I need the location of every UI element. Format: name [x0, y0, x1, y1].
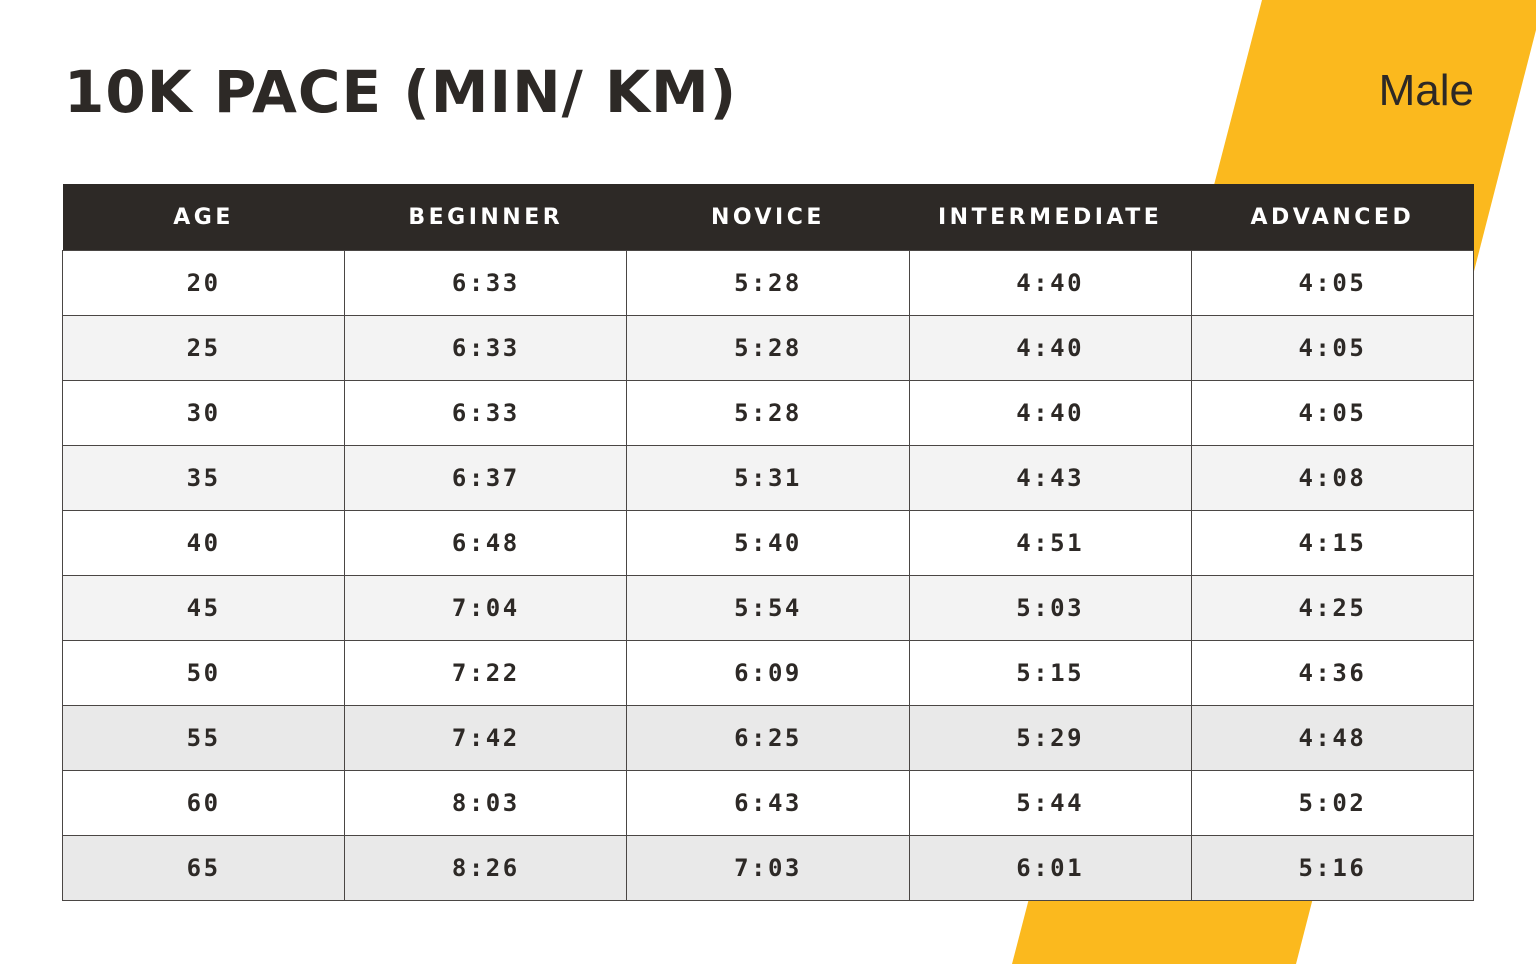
novice-cell: 5:31	[627, 446, 909, 511]
beginner-cell: 7:22	[345, 641, 627, 706]
beginner-cell: 7:42	[345, 706, 627, 771]
age-cell: 20	[63, 251, 345, 316]
column-header-advanced: ADVANCED	[1191, 184, 1473, 251]
novice-cell: 5:28	[627, 251, 909, 316]
intermediate-cell: 6:01	[909, 836, 1191, 901]
table-row	[63, 706, 1474, 771]
novice-cell: 7:03	[627, 836, 909, 901]
table-row	[63, 771, 1474, 836]
beginner-cell: 6:33	[345, 381, 627, 446]
table-row	[63, 576, 1474, 641]
age-cell: 40	[63, 511, 345, 576]
beginner-cell: 6:48	[345, 511, 627, 576]
pace-table	[62, 184, 1474, 901]
age-cell: 65	[63, 836, 345, 901]
intermediate-cell: 4:40	[909, 316, 1191, 381]
age-cell: 45	[63, 576, 345, 641]
table-row	[63, 381, 1474, 446]
table-row	[63, 446, 1474, 511]
age-cell: 25	[63, 316, 345, 381]
novice-cell: 5:28	[627, 381, 909, 446]
beginner-cell: 8:26	[345, 836, 627, 901]
advanced-cell: 4:25	[1191, 576, 1473, 641]
beginner-cell: 6:33	[345, 316, 627, 381]
column-header-age: AGE	[63, 184, 345, 251]
column-header-beginner: BEGINNER	[345, 184, 627, 251]
advanced-cell: 5:16	[1191, 836, 1473, 901]
table-row	[63, 641, 1474, 706]
page-title: 10K PACE (MIN/ KM)	[64, 58, 738, 126]
intermediate-cell: 4:40	[909, 381, 1191, 446]
novice-cell: 5:28	[627, 316, 909, 381]
advanced-cell: 4:48	[1191, 706, 1473, 771]
table-body	[63, 251, 1474, 901]
column-header-novice: NOVICE	[627, 184, 909, 251]
header-row	[63, 184, 1474, 251]
table-row	[63, 316, 1474, 381]
advanced-cell: 4:08	[1191, 446, 1473, 511]
advanced-cell: 4:05	[1191, 251, 1473, 316]
novice-cell: 6:25	[627, 706, 909, 771]
beginner-cell: 8:03	[345, 771, 627, 836]
beginner-cell: 6:37	[345, 446, 627, 511]
advanced-cell: 5:02	[1191, 771, 1473, 836]
intermediate-cell: 5:15	[909, 641, 1191, 706]
intermediate-cell: 5:29	[909, 706, 1191, 771]
intermediate-cell: 4:51	[909, 511, 1191, 576]
beginner-cell: 7:04	[345, 576, 627, 641]
advanced-cell: 4:15	[1191, 511, 1473, 576]
intermediate-cell: 5:44	[909, 771, 1191, 836]
age-cell: 60	[63, 771, 345, 836]
age-cell: 55	[63, 706, 345, 771]
intermediate-cell: 4:43	[909, 446, 1191, 511]
age-cell: 35	[63, 446, 345, 511]
table-row	[63, 251, 1474, 316]
novice-cell: 6:09	[627, 641, 909, 706]
advanced-cell: 4:05	[1191, 381, 1473, 446]
intermediate-cell: 5:03	[909, 576, 1191, 641]
table-row	[63, 511, 1474, 576]
beginner-cell: 6:33	[345, 251, 627, 316]
column-header-intermediate: INTERMEDIATE	[909, 184, 1191, 251]
novice-cell: 5:54	[627, 576, 909, 641]
intermediate-cell: 4:40	[909, 251, 1191, 316]
age-cell: 30	[63, 381, 345, 446]
advanced-cell: 4:05	[1191, 316, 1473, 381]
table-header	[63, 184, 1474, 251]
advanced-cell: 4:36	[1191, 641, 1473, 706]
age-cell: 50	[63, 641, 345, 706]
novice-cell: 5:40	[627, 511, 909, 576]
gender-label: Male	[1378, 66, 1474, 115]
table-row	[63, 836, 1474, 901]
novice-cell: 6:43	[627, 771, 909, 836]
